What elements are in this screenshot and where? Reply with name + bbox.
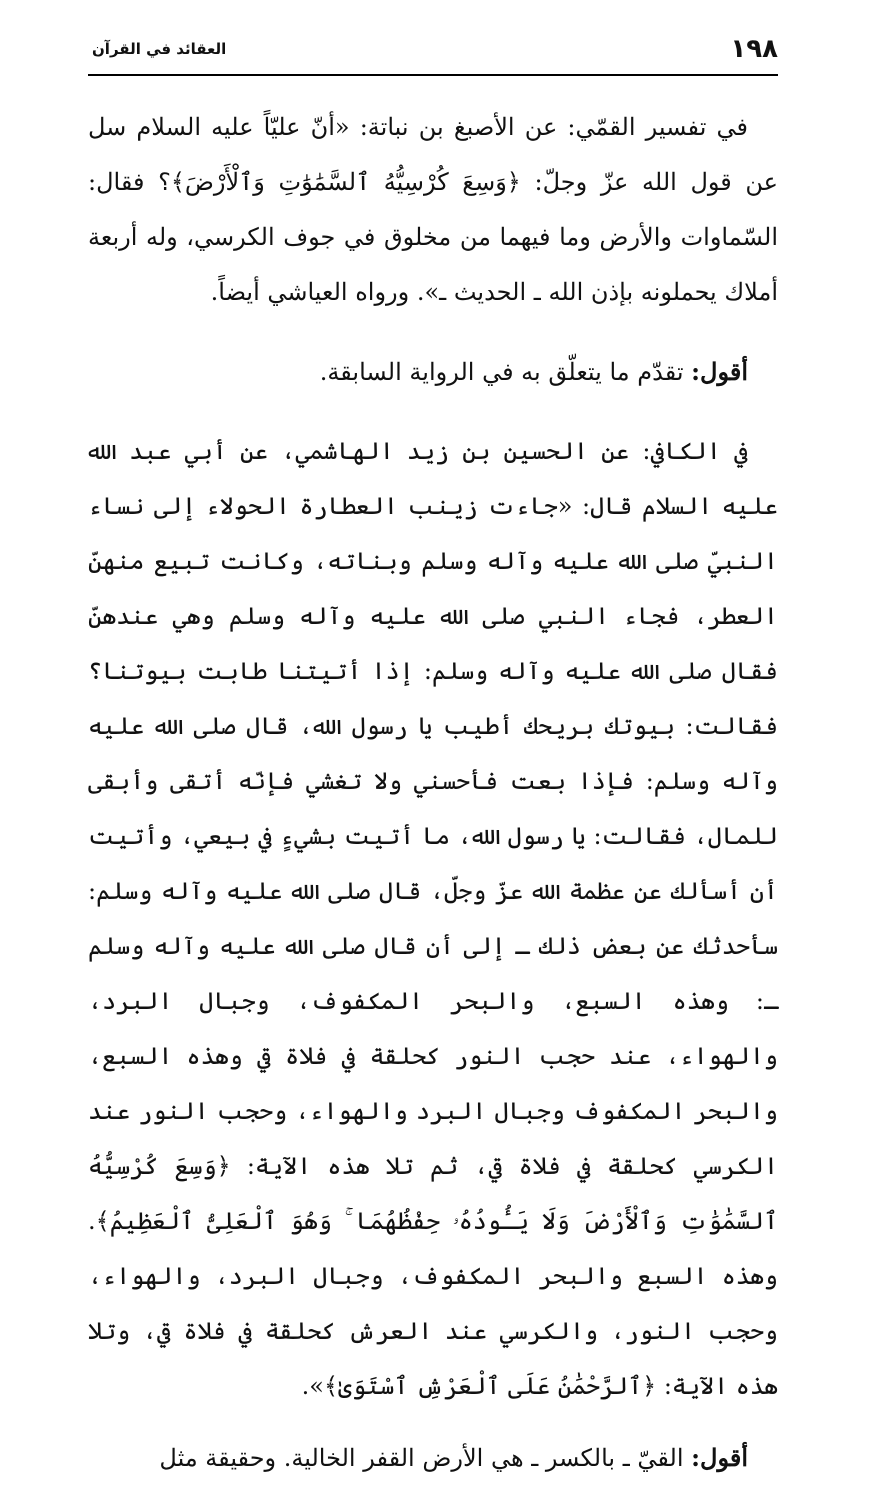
paragraph-gap — [88, 1414, 778, 1430]
paragraph-kafi-narration — [88, 424, 778, 1414]
page-number: ١٩٨ — [730, 34, 778, 64]
paragraph-qummi-narration — [88, 100, 778, 320]
header-rule — [88, 74, 778, 76]
paragraph-lead: أقول: — [691, 357, 748, 386]
paragraph-lead: أقول: — [691, 1443, 748, 1472]
paragraph-comment-1 — [88, 344, 778, 400]
page-header — [88, 30, 778, 76]
running-title: العقائد في القرآن — [92, 40, 227, 58]
paragraph-text: في الكافي: عن الحسين بن زيد الهاشمي، عن أبي عبد الله عليه السلام قال: «جاءت زينب العطارة الحولاء إلى نساء النبيّ صلى الله عليه وآله وسلم وبناته، وكانت تبيع منهنّ العطر، فجاء النبي صلى الله عليه وآله وسلم وهي عندهنّ فقال صلى الله عليه وآله وسلم: إذا أتيتنا طابت بيوتنا؟ فقالت: بيوتك بريحك أطيب يا رسول الله، قال صلى الله عليه وآله وسلم: فإذا بعت فأحسني ولا تغشي فإنّه أتقى وأبقى للمال، فقالت: يا رسول الله، ما أتيت بشيءٍ في بيعي، وأتيت أن أسألك عن عظمة الله عزّ وجلّ، قال صلى الله عليه وآله وسلم: سأحدثك عن بعض ذلك ـ إلى أن قال صلى الله عليه وآله وسلم ـ: وهذه السبع، والبحر المكفوف، وجبال البرد، والهواء، عند حجب النور كحلقة في فلاة قي وهذه السبع، والبحر المكفوف وجبال البرد والهواء، وحجب النور عند الكرسي كحلقة في فلاة قي، ثم تلا هذه الآية: ﴿وَسِعَ كُرْسِيُّهُ ٱلسَّمَٰوَٰتِ وَٱلْأَرْضَ وَلَا يَـُٔودُهُۥ حِفْظُهُمَا ۚ وَهُوَ ٱلْعَلِىُّ ٱلْعَظِيمُ﴾. وهذه السبع والبحر المكفوف، وجبال البرد، والهواء، وحجب النور، والكرسي عند العرش كحلقة في فلاة قي، وتلا هذه الآية: ﴿ٱلرَّحْمَٰنُ عَلَى ٱلْعَرْشِ ٱسْتَوَىٰ﴾». — [88, 437, 778, 1400]
paragraph-gap — [88, 320, 778, 344]
page-body — [88, 100, 778, 1486]
paragraph-text: تقدّم ما يتعلّق به في الرواية السابقة. — [319, 358, 692, 386]
paragraph-gap — [88, 400, 778, 424]
paragraph-comment-2 — [88, 1430, 778, 1486]
paragraph-text: القيّ ـ بالكسر ـ هي الأرض القفر الخالية. وحقيقة مثل — [159, 1444, 692, 1472]
paragraph-text: في تفسير القمّي: عن الأصبغ بن نباتة: «أنّ عليّاً عليه السلام سل عن قول الله عزّ وجلّ: ﴿وَسِعَ كُرْسِيُّهُ ٱلسَّمَٰوَٰتِ وَٱلْأَرْضَ﴾؟ فقال: السّماوات والأرض وما فيهما من مخلوق في جوف الكرسي، وله أربعة أملاك يحملونه بإذن الله ـ الحديث ـ». ورواه العياشي أيضاً. — [88, 113, 778, 306]
